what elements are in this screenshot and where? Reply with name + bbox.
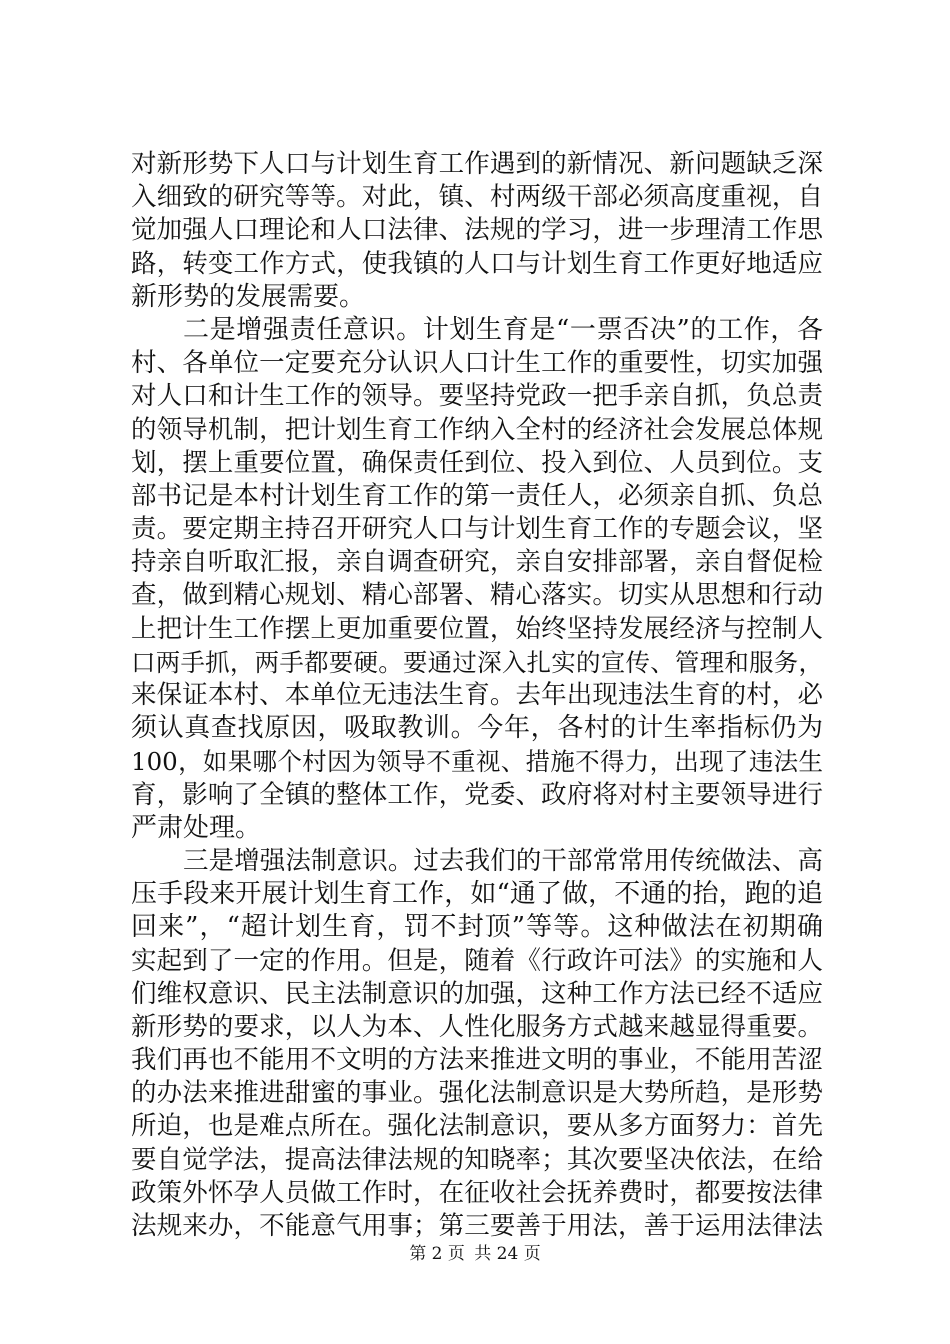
text-line: 我们再也不能用不文明的方法来推进文明的事业，不能用苦涩 [131,1045,823,1076]
text-line: 对人口和计生工作的领导。要坚持党政一把手亲自抓，负总责 [131,381,823,412]
text-line: 们维权意识、民主法制意识的加强，这种工作方法已经不适应 [131,978,823,1009]
text-line: 100，如果哪个村因为领导不重视、措施不得力，出现了违法生 [131,747,823,777]
text-line: 新形势的要求，以人为本、人性化服务方式越来越显得重要。 [131,1011,823,1042]
text-line: 的领导机制，把计划生育工作纳入全村的经济社会发展总体规 [131,414,823,445]
text-line: 的办法来推进甜蜜的事业。强化法制意识是大势所趋，是形势 [131,1078,823,1109]
text-line: 新形势的发展需要。 [131,281,366,312]
text-line: 村、各单位一定要充分认识人口计生工作的重要性，切实加强 [131,348,823,379]
text-line: 部书记是本村计划生育工作的第一责任人，必须亲自抓、负总 [131,480,823,511]
text-line: 回来”，“超计划生育，罚不封顶”等等。这种做法在初期确 [131,912,823,943]
document-body [131,148,823,1243]
text-line: 所迫，也是难点所在。强化法制意识，要从多方面努力：首先 [131,1111,823,1142]
text-line: 来保证本村、本单位无违法生育。去年出现违法生育的村，必 [131,680,823,710]
text-line: 口两手抓，两手都要硬。要通过深入扎实的宣传、管理和服务， [131,647,823,677]
text-line: 查，做到精心规划、精心部署、精心落实。切实从思想和行动 [131,580,823,611]
text-line: 持亲自听取汇报，亲自调查研究，亲自安排部署，亲自督促检 [131,547,823,578]
text-line: 严肃处理。 [131,812,262,843]
text-line: 政策外怀孕人员做工作时，在征收社会抚养费时，都要按法律 [131,1177,823,1208]
text-line: 育，影响了全镇的整体工作，党委、政府将对村主要领导进行 [131,779,823,810]
text-line: 划，摆上重要位置，确保责任到位、投入到位、人员到位。支 [131,447,823,478]
text-line: 要自觉学法，提高法律法规的知晓率；其次要坚决依法，在给 [131,1144,823,1175]
text-line: 二是增强责任意识。计划生育是“一票否决”的工作，各 [183,314,823,345]
page-total: 共 24 页 [474,1244,541,1264]
text-line: 上把计生工作摆上更加重要位置，始终坚持发展经济与控制人 [131,613,823,644]
text-line: 三是增强法制意识。过去我们的干部常常用传统做法、高 [183,845,823,876]
text-line: 入细致的研究等等。对此，镇、村两级干部必须高度重视，自 [131,182,823,213]
text-line: 法规来办，不能意气用事；第三要善于用法，善于运用法律法 [131,1211,823,1241]
text-line: 觉加强人口理论和人口法律、法规的学习，进一步理清工作思 [131,215,823,246]
page-footer [0,1239,950,1264]
text-line: 须认真查找原因，吸取教训。今年，各村的计生率指标仍为 [131,713,823,744]
text-line: 路，转变工作方式，使我镇的人口与计划生育工作更好地适应 [131,248,823,279]
text-line: 实起到了一定的作用。但是，随着《行政许可法》的实施和人 [131,945,823,976]
page-number: 第 2 页 [409,1244,465,1264]
text-line: 对新形势下人口与计划生育工作遇到的新情况、新问题缺乏深 [131,149,823,179]
text-line: 压手段来开展计划生育工作，如“通了做，不通的抬，跑的追 [131,879,823,910]
text-line: 责。要定期主持召开研究人口与计划生育工作的专题会议，坚 [131,514,823,545]
